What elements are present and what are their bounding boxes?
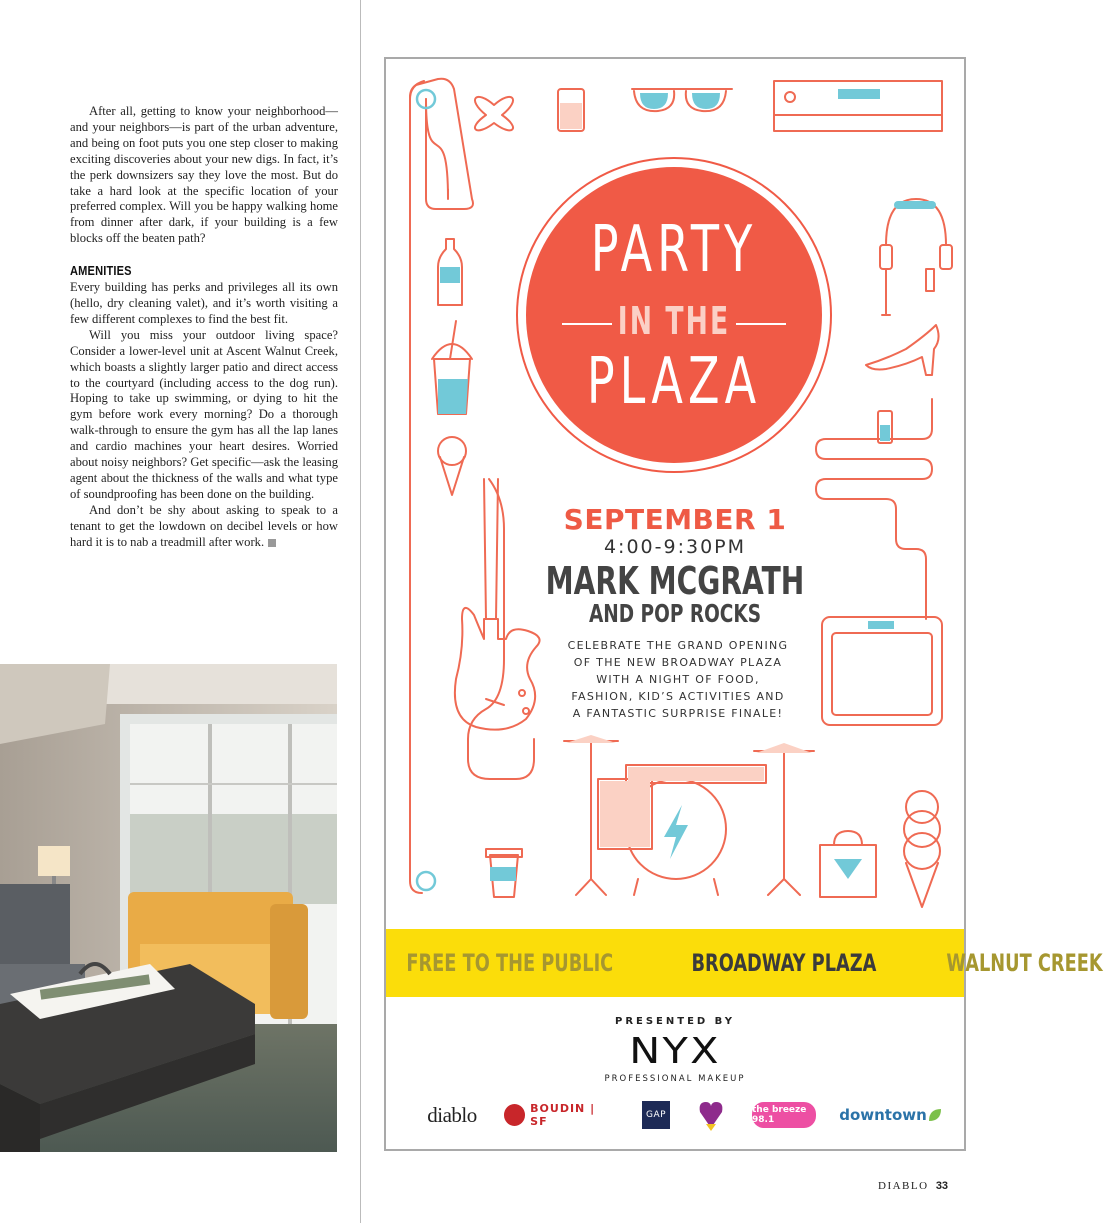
gap-logo: GAP [642, 1101, 670, 1129]
downtown-walnut-creek-logo [839, 1095, 936, 1135]
article-paragraph: After all, getting to know your neighborhood—and your neighbors—is part of the urban adventure, and being on foot puts you one step closer to making exciting discoveries about your new digs. In fact, it’s the perk downsizers say they love the most. But do take a hard look at the specific location of your preferred complex. Will you be happy walking home from dinner after dark, if your building is a few blocks off the beaten path? [70, 104, 338, 246]
magazine-name: DIABLO [878, 1180, 929, 1192]
page-folio [878, 1180, 948, 1192]
article-paragraph: Will you miss your outdoor living space? Consider a lower-level unit at Ascent Walnut Creek, which boasts a slightly larger patio and direct access to the courtyard (including access to the dog run). Hoping to take up swimming, or dying to hit the gym before work every morning? Do a thorough walk-through to ensure the gym has all the lap lanes and cardio machines your heart desires. Worried about noisy neighbors? Get specific—ask the leasing agent about the thickness of the walls and what type of soundproofing has been done on the building. [70, 327, 338, 501]
end-mark-icon [268, 539, 276, 547]
title-rule-right [736, 323, 786, 325]
sponsor-logos [416, 1095, 936, 1135]
nyx-logo: NYX [629, 1031, 721, 1072]
event-date: SEPTEMBER 1 [563, 503, 787, 536]
downtown-logo-text: downtown [839, 1106, 927, 1124]
article-paragraph-text: And don’t be shy about asking to speak to a tenant to get the lowdown on decibel levels or how hard it is to nab a treadmill after work. [70, 502, 338, 549]
section-heading-amenities: AMENITIES [70, 263, 132, 279]
event-description: CELEBRATE THE GRAND OPENING OF THE NEW BROADWAY PLAZA WITH A NIGHT OF FOOD, FASHION, KID’S ACTIVITIES AND A FANTASTIC SURPRISE FINALE! [567, 639, 789, 720]
page-number: 33 [935, 1180, 949, 1192]
leaf-icon [927, 1107, 943, 1123]
boudin-logo [504, 1095, 614, 1135]
banner-city: WALNUT CREEK [946, 949, 1103, 977]
title-in-the: IN THE [617, 299, 731, 343]
living-room-photo [0, 664, 337, 1152]
title-party: PARTY [590, 213, 758, 287]
location-banner [386, 929, 1103, 997]
party-in-the-plaza-ad [384, 57, 1103, 1151]
title-plaza: PLAZA [586, 345, 762, 419]
title-circle [526, 167, 822, 463]
article-paragraph-last [70, 503, 338, 551]
boudin-logo-text: BOUDIN | SF [530, 1102, 596, 1128]
nyx-tagline: PROFESSIONAL MAKEUP [604, 1074, 746, 1084]
event-band: AND POP ROCKS [588, 599, 762, 628]
article-body [70, 104, 338, 550]
radio-station-logo [696, 1095, 726, 1135]
living-room-illustration [0, 664, 337, 1152]
presented-by-label: PRESENTED BY [614, 1016, 735, 1027]
boudin-emblem-icon [504, 1104, 525, 1126]
banner-venue: BROADWAY PLAZA [691, 949, 877, 977]
event-time: 4:00-9:30PM [603, 536, 747, 558]
diablo-logo: diablo [427, 1102, 477, 1127]
the-breeze-logo: the breeze 98.1 [752, 1102, 816, 1128]
event-artist: MARK MCGRATH [545, 559, 805, 603]
radio-heart-icon [698, 1098, 724, 1132]
banner-free-to-public: FREE TO THE PUBLIC [406, 949, 614, 977]
article-paragraph: Every building has perks and privileges all its own (hello, dry cleaning valet), and it’s worth visiting a few different complexes to find the best fit. [70, 280, 338, 326]
